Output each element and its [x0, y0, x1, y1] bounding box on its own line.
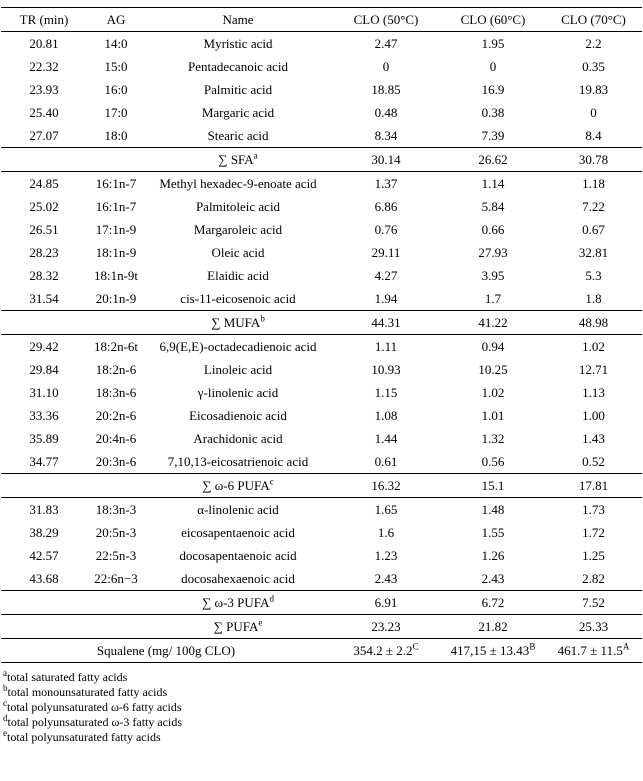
cell-tr-min: 23.93	[29, 81, 59, 97]
table-header	[1, 8, 642, 32]
cell-ag: 18:1n-9	[95, 244, 137, 260]
footnotes	[1, 670, 642, 745]
cell-clo-50c: 1.65	[374, 501, 398, 517]
cell-clo-60c: 6.72	[441, 591, 545, 615]
table-row	[1, 78, 642, 101]
superscript-marker: e	[3, 728, 7, 738]
cell-tr-min: 25.40	[29, 104, 59, 120]
superscript-marker: b	[260, 313, 265, 324]
cell-name: Palmitic acid	[203, 81, 273, 97]
cell-name: Eicosadienoic acid	[189, 407, 287, 423]
summary-label: ∑ ω-3 PUFA$^d$	[145, 591, 331, 615]
cell-clo-50c: 0.76	[374, 221, 398, 237]
summary-label: ∑ PUFA$^e$	[145, 615, 331, 639]
cell-clo-70c: 5.3	[585, 267, 602, 283]
cell-clo-50c: 1.37	[374, 175, 398, 191]
cell-clo-60c: 15.1	[441, 474, 545, 498]
cell-ag: 18:0	[104, 127, 128, 143]
superscript-marker: d	[269, 593, 274, 604]
superscript-marker: C	[412, 641, 419, 652]
cell-tr-min: 24.85	[29, 175, 59, 191]
footnote: $^e$total polyunsaturated fatty acids	[3, 728, 161, 744]
cell-clo-60c: $417,15 \pm 13.43^B$	[441, 639, 545, 663]
superscript-marker: d	[3, 713, 8, 723]
cell-ag: 20:2n-6	[95, 407, 137, 423]
cell-clo-50c: 0.48	[374, 104, 398, 120]
header-name: Name	[145, 8, 331, 32]
cell-clo-70c: 1.00	[582, 407, 605, 423]
cell-clo-50c: 2.47	[374, 35, 398, 51]
cell-clo-70c: 1.13	[582, 384, 605, 400]
cell-clo-60c: 1.01	[481, 407, 505, 423]
cell-clo-50c: 18.85	[371, 81, 401, 97]
cell-clo-70c: 2.82	[582, 570, 605, 586]
cell-tr-min	[1, 615, 87, 639]
cell-ag: 20:5n-3	[95, 524, 137, 540]
cell-clo-50c: 0	[382, 58, 390, 74]
cell-clo-70c: 1.43	[582, 430, 605, 446]
cell-tr-min: 38.29	[29, 524, 59, 540]
cell-clo-70c: 17.81	[545, 474, 642, 498]
cell-tr-min: 42.57	[29, 547, 59, 563]
cell-ag: 17:1n-9	[95, 221, 137, 237]
superscript-marker: A	[622, 641, 630, 652]
cell-clo-50c: 1.6	[377, 524, 395, 540]
cell-name: eicosapentaenoic acid	[181, 524, 295, 540]
cell-clo-50c: 1.44	[374, 430, 398, 446]
cell-clo-50c: 30.14	[331, 148, 441, 172]
cell-ag	[87, 148, 145, 172]
table-row	[1, 544, 642, 567]
cell-ag: 14:0	[104, 35, 128, 51]
cell-tr-min: 29.42	[29, 338, 59, 354]
summary-row	[1, 148, 642, 172]
header-clo-70c: CLO (70°C)	[545, 8, 642, 32]
cell-clo-60c: 1.7	[484, 290, 502, 306]
cell-tr-min: 35.89	[29, 430, 59, 446]
cell-ag: 16:0	[104, 81, 128, 97]
squalene-label: Squalene (mg/ 100g CLO)	[1, 639, 331, 663]
cell-name: Margaroleic acid	[193, 221, 283, 237]
cell-clo-50c: 23.23	[331, 615, 441, 639]
cell-ag: 18:2n-6t	[93, 338, 139, 354]
cell-tr-min: 25.02	[29, 198, 59, 214]
cell-clo-60c: 27.93	[478, 244, 508, 260]
cell-name: docosapentaenoic acid	[179, 547, 297, 563]
cell-clo-60c: 10.25	[478, 361, 508, 377]
cell-clo-60c: 0	[489, 58, 497, 74]
cell-clo-50c: 44.31	[331, 311, 441, 335]
header-tr-min: TR (min)	[1, 8, 87, 32]
cell-ag: 18:2n-6	[95, 361, 137, 377]
cell-tr-min: 22.32	[29, 58, 59, 74]
cell-clo-60c: 2.43	[481, 570, 505, 586]
cell-tr-min: 28.32	[29, 267, 59, 283]
cell-clo-60c: 1.48	[481, 501, 505, 517]
cell-ag: 20:3n-6	[95, 453, 137, 469]
cell-clo-60c: 21.82	[441, 615, 545, 639]
superscript-marker: B	[529, 641, 536, 652]
cell-tr-min: 27.07	[29, 127, 59, 143]
cell-clo-50c: 6.86	[374, 198, 398, 214]
cell-clo-50c: 1.08	[374, 407, 398, 423]
cell-clo-60c: 26.62	[441, 148, 545, 172]
table-row	[1, 381, 642, 404]
cell-tr-min: 33.36	[29, 407, 59, 423]
table-row	[1, 101, 642, 124]
cell-clo-70c: 2.2	[585, 35, 602, 51]
cell-clo-50c: 0.61	[374, 453, 398, 469]
cell-name: Oleic acid	[211, 244, 265, 260]
cell-name: 7,10,13-eicosatrienoic acid	[167, 453, 309, 469]
cell-clo-50c: 16.32	[331, 474, 441, 498]
cell-clo-60c: 16.9	[481, 81, 505, 97]
cell-ag: 20:1n-9	[95, 290, 137, 306]
cell-tr-min	[1, 591, 87, 615]
cell-clo-60c: 1.55	[481, 524, 505, 540]
cell-clo-50c: 29.11	[371, 244, 401, 260]
cell-tr-min: 29.84	[29, 361, 59, 377]
cell-clo-50c: 2.43	[374, 570, 398, 586]
cell-name: Margaric acid	[201, 104, 275, 120]
cell-tr-min: 43.68	[29, 570, 59, 586]
table-row	[1, 287, 642, 311]
fatty-acid-composition-table	[1, 7, 642, 663]
cell-clo-60c: 41.22	[441, 311, 545, 335]
cell-clo-60c: 1.14	[481, 175, 505, 191]
cell-clo-70c: 7.52	[545, 591, 642, 615]
superscript-marker: a	[3, 668, 7, 678]
summary-row	[1, 474, 642, 498]
summary-label: ∑ MUFA$^b$	[145, 311, 331, 335]
cell-clo-50c: 1.23	[374, 547, 398, 563]
cell-ag: 20:4n-6	[95, 430, 137, 446]
table-row	[1, 567, 642, 591]
header-clo-50c: CLO (50°C)	[331, 8, 441, 32]
cell-clo-70c: 1.72	[582, 524, 605, 540]
footnote: $^d$total polyunsaturated ω-3 fatty acids	[3, 713, 183, 729]
cell-name: 6,9(E,E)-octadecadienoic acid	[159, 338, 317, 354]
table-row	[1, 404, 642, 427]
cell-ag	[87, 474, 145, 498]
cell-clo-60c: 7.39	[481, 127, 505, 143]
cell-ag: 17:0	[104, 104, 128, 120]
cell-ag	[87, 311, 145, 335]
summary-label: ∑ SFA$^a$	[145, 148, 331, 172]
cell-clo-50c: 10.93	[371, 361, 401, 377]
cell-name: Myristic acid	[203, 35, 273, 51]
cell-clo-70c: 1.73	[582, 501, 605, 517]
cell-clo-70c: 8.4	[585, 127, 602, 143]
cell-ag: 18:3n-6	[95, 384, 137, 400]
cell-clo-50c: 4.27	[374, 267, 398, 283]
cell-tr-min: 26.51	[29, 221, 59, 237]
cell-clo-60c: 0.38	[481, 104, 505, 120]
table-row	[1, 264, 642, 287]
cell-tr-min: 31.83	[29, 501, 59, 517]
cell-name: Linoleic acid	[203, 361, 273, 377]
table-row	[1, 498, 642, 522]
cell-clo-50c: 8.34	[374, 127, 398, 143]
cell-clo-60c: 1.32	[481, 430, 505, 446]
cell-tr-min	[1, 474, 87, 498]
cell-clo-50c: 1.11	[374, 338, 398, 354]
cell-name: Elaidic acid	[207, 267, 269, 283]
cell-tr-min	[1, 311, 87, 335]
cell-name: cis-11-eicosenoic acid	[180, 290, 296, 306]
cell-ag: 15:0	[104, 58, 128, 74]
cell-name: Pentadecanoic acid	[188, 58, 288, 74]
cell-clo-60c: 0.66	[481, 221, 505, 237]
table-row	[1, 124, 642, 148]
cell-ag: 18:1n-9t	[93, 267, 139, 283]
cell-name: α-linolenic acid	[197, 501, 279, 517]
cell-tr-min: 31.10	[29, 384, 59, 400]
cell-clo-60c: 1.95	[481, 35, 505, 51]
table-row	[1, 335, 642, 359]
superscript-marker: c	[3, 698, 7, 708]
cell-clo-70c: 1.8	[585, 290, 602, 306]
table-row	[1, 427, 642, 450]
cell-ag	[87, 615, 145, 639]
summary-row	[1, 591, 642, 615]
cell-clo-60c: 0.56	[481, 453, 505, 469]
table-row	[1, 218, 642, 241]
footnote: $^a$total saturated fatty acids	[3, 668, 128, 684]
table-row	[1, 241, 642, 264]
cell-clo-60c: 3.95	[481, 267, 505, 283]
header-ag: AG	[87, 8, 145, 32]
cell-name: docosahexaenoic acid	[181, 570, 295, 586]
table-row	[1, 521, 642, 544]
superscript-marker: c	[269, 476, 274, 487]
header-row	[1, 8, 642, 32]
cell-ag: 22:5n-3	[95, 547, 137, 563]
cell-clo-70c: 48.98	[545, 311, 642, 335]
cell-clo-70c: 0	[590, 104, 597, 120]
summary-row	[1, 311, 642, 335]
cell-clo-60c: 1.26	[481, 547, 505, 563]
cell-clo-70c: 12.71	[578, 361, 609, 377]
cell-clo-70c: 32.81	[578, 244, 609, 260]
cell-clo-70c: 1.18	[582, 175, 605, 191]
cell-tr-min: 20.81	[29, 35, 59, 51]
cell-name: Stearic acid	[207, 127, 269, 143]
table-row	[1, 172, 642, 196]
superscript-marker: b	[3, 683, 8, 693]
cell-clo-70c: 19.83	[578, 81, 609, 97]
cell-ag	[87, 591, 145, 615]
table-row	[1, 195, 642, 218]
cell-name: Palmitoleic acid	[195, 198, 281, 214]
superscript-marker: a	[253, 150, 258, 161]
cell-name: Methyl hexadec-9-enoate acid	[159, 175, 317, 191]
table-row	[1, 450, 642, 474]
cell-clo-60c: 1.02	[481, 384, 505, 400]
squalene-row	[1, 639, 642, 663]
cell-ag: 16:1n-7	[95, 175, 137, 191]
footnote: $^c$total polyunsaturated ω-6 fatty acids	[3, 698, 182, 714]
table-body	[1, 32, 642, 663]
cell-clo-70c: 0.35	[582, 58, 605, 74]
cell-clo-60c: 0.94	[481, 338, 505, 354]
cell-tr-min: 31.54	[29, 290, 59, 306]
cell-name: γ-linolenic acid	[197, 384, 279, 400]
cell-clo-60c: 5.84	[481, 198, 505, 214]
cell-name: Arachidonic acid	[193, 430, 283, 446]
cell-clo-70c: 0.52	[582, 453, 605, 469]
cell-clo-70c: 25.33	[545, 615, 642, 639]
cell-clo-50c: 1.94	[374, 290, 398, 306]
cell-ag: 16:1n-7	[95, 198, 137, 214]
header-clo-60c: CLO (60°C)	[441, 8, 545, 32]
summary-row	[1, 615, 642, 639]
cell-ag: 22:6n−3	[94, 570, 138, 586]
cell-ag: 18:3n-3	[95, 501, 137, 517]
cell-tr-min: 34.77	[29, 453, 59, 469]
cell-clo-50c: 6.91	[331, 591, 441, 615]
cell-tr-min: 28.23	[29, 244, 59, 260]
cell-clo-50c: 1.15	[374, 384, 398, 400]
cell-tr-min	[1, 148, 87, 172]
cell-clo-70c: 1.25	[582, 547, 605, 563]
table-row	[1, 55, 642, 78]
cell-clo-50c: $354.2 \pm 2.2^C$	[331, 639, 441, 663]
cell-clo-70c: 7.22	[582, 198, 605, 214]
cell-clo-70c: $461.7 \pm 11.5^A$	[545, 639, 642, 663]
superscript-marker: e	[258, 617, 263, 628]
table-row	[1, 32, 642, 56]
table-row	[1, 358, 642, 381]
cell-clo-70c: 1.02	[582, 338, 605, 354]
cell-clo-70c: 30.78	[545, 148, 642, 172]
cell-clo-70c: 0.67	[582, 221, 605, 237]
summary-label: ∑ ω-6 PUFA$^c$	[145, 474, 331, 498]
footnote: $^b$total monounsaturated fatty acids	[3, 683, 168, 699]
